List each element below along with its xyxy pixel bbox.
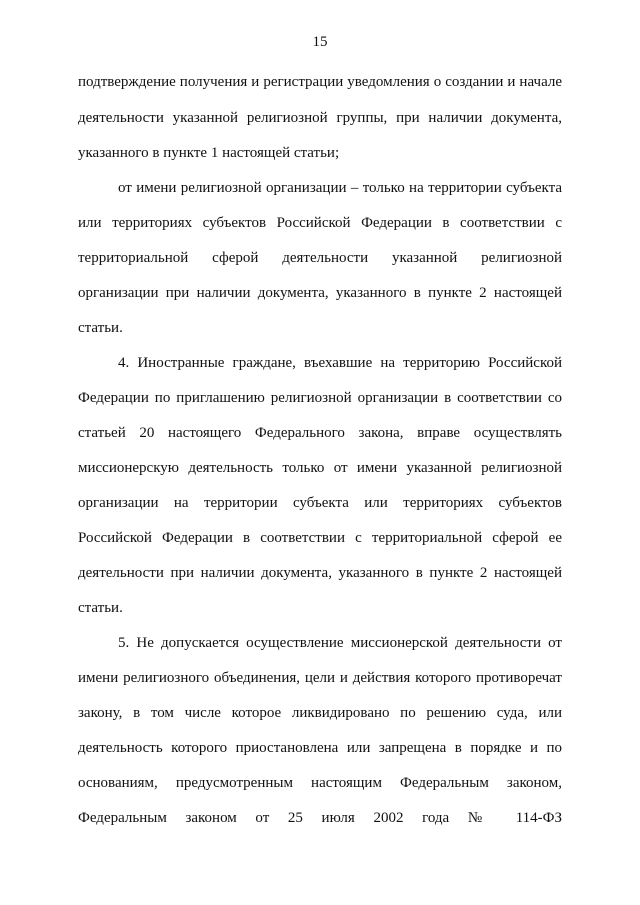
- text-line: организации при наличии документа, указанного в пункте 2 настоящей: [78, 285, 562, 301]
- text-line: миссионерскую деятельность только от имени указанной религиозной: [78, 460, 562, 476]
- text-line: территориальной сферой деятельности указанной религиозной: [78, 250, 562, 266]
- text-line: деятельность которого приостановлена или запрещена в порядке и по: [78, 740, 562, 756]
- text-line: деятельности при наличии документа, указанного в пункте 2 настоящей: [78, 565, 562, 581]
- text-line: указанного в пункте 1 настоящей статьи;: [78, 145, 340, 161]
- text-line: статьи.: [78, 600, 123, 616]
- page-number: 15: [312, 34, 328, 50]
- text-line: от имени религиозной организации – только на территории субъекта: [118, 180, 562, 196]
- text-line: статьи.: [78, 320, 123, 336]
- text-line: Федерации по приглашению религиозной организации в соответствии со: [78, 390, 562, 406]
- text-line: подтверждение получения и регистрации уведомления о создании и начале: [78, 74, 562, 90]
- text-line: или территориях субъектов Российской Федерации в соответствии с: [78, 215, 562, 231]
- text-line: основаниям, предусмотренным настоящим Федеральным законом,: [78, 775, 562, 791]
- text-line: 5. Не допускается осуществление миссионерской деятельности от: [118, 635, 562, 651]
- text-line: Российской Федерации в соответствии с территориальной сферой ее: [78, 530, 562, 546]
- text-line: Федеральным законом от 25 июля 2002 года № 114-ФЗ: [78, 810, 562, 826]
- text-line: имени религиозного объединения, цели и действия которого противоречат: [78, 670, 562, 686]
- text-line: закону, в том числе которое ликвидировано по решению суда, или: [78, 705, 562, 721]
- text-line: деятельности указанной религиозной группы, при наличии документа,: [78, 110, 562, 126]
- text-line: 4. Иностранные граждане, въехавшие на территорию Российской: [118, 355, 562, 371]
- text-line: статьей 20 настоящего Федерального закона, вправе осуществлять: [78, 425, 562, 441]
- text-line: организации на территории субъекта или территориях субъектов: [78, 495, 562, 511]
